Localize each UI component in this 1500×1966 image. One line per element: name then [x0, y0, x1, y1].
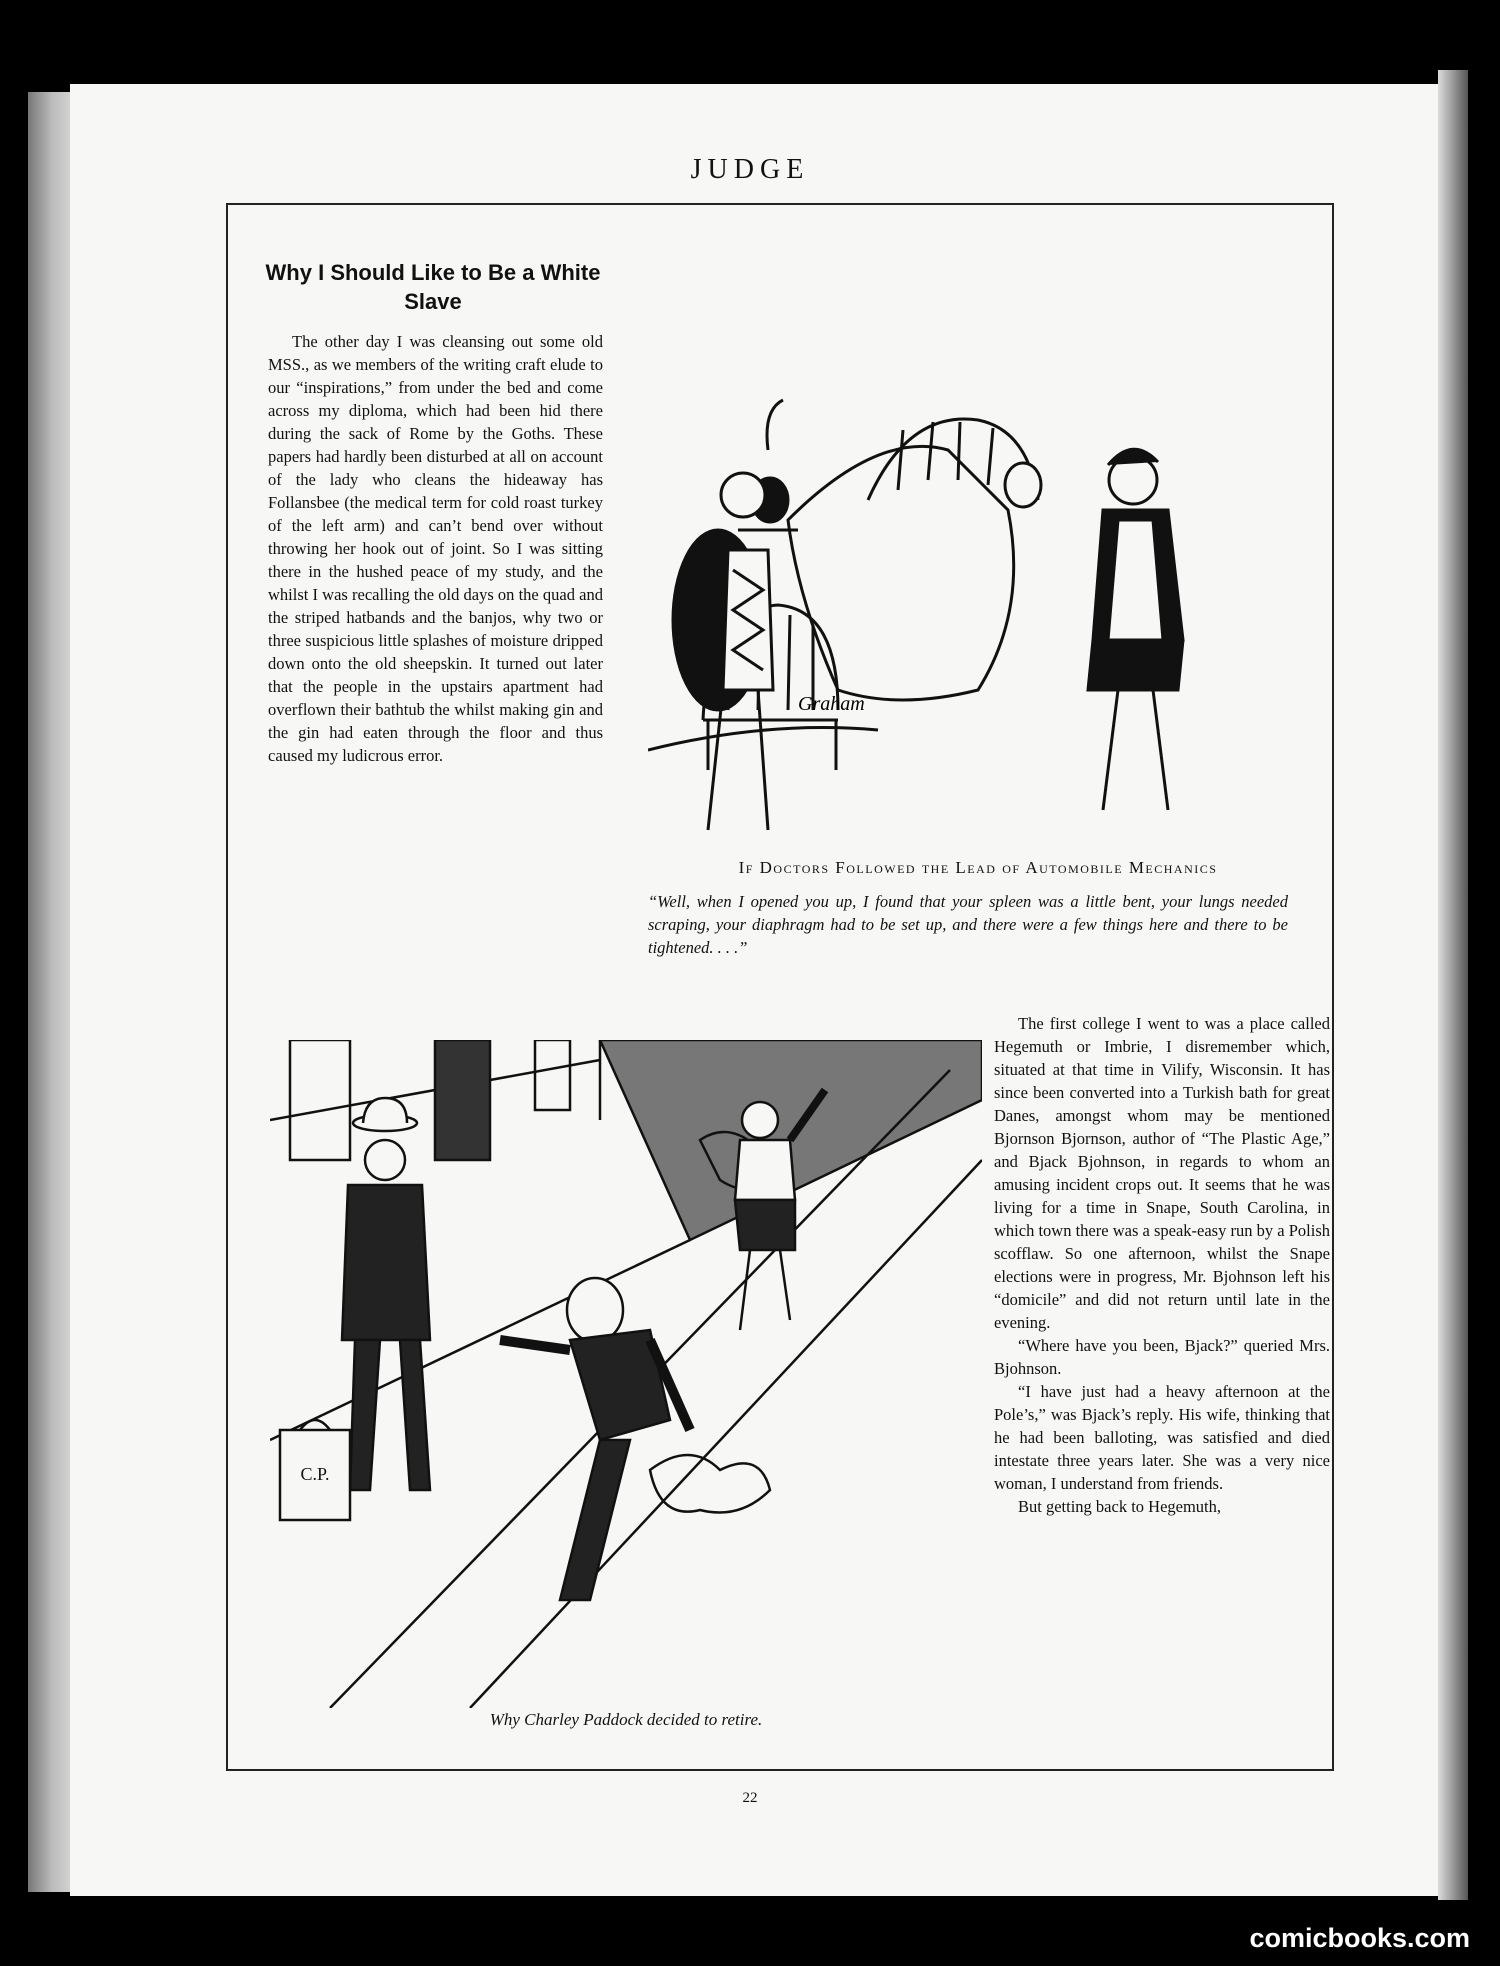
article-paragraph: The other day I was cleansing out some old MSS., as we members of the writing craft elude to our “inspirations,” from under the bed and come across my diploma, which had been hid there during the sack of Rome by the Goths. These papers had hardly been disturbed at all on account of the lady who cleans the hideaway has Follansbee (the medical term for cold roast turkey of the left arm) and can’t bend over without throwing her hook out of joint. So I was sitting there in the hushed peace of my study, and the whilst I was recalling the old days on the quad and the striped hatbands and the banjos, why two or three suspicious little splashes of moisture dripped down onto the old sheepskin. It turned out later that the people in the upstairs apartment had overflown their bathtub the whilst making gin and the gin had eaten through the floor and thus caused my ludicrous error. — [268, 332, 603, 765]
doctor-cartoon-title: If Doctors Followed the Lead of Automobile Mechanics — [738, 858, 1218, 877]
site-watermark: comicbooks.com — [1249, 1923, 1470, 1953]
page-number: 22 — [742, 1790, 758, 1806]
magazine-title: JUDGE — [690, 154, 810, 185]
doctor-cartoon-quote: “Well, when I opened you up, I found that your spleen was a little bent, your lungs needed scraping, your diaphragm had to be set up, and there were a few things here and there to be tightened. . . .” — [648, 892, 1288, 957]
article-title: Why I Should Like to Be a White Slave — [265, 260, 601, 314]
article-paragraph: The first college I went to was a place called Hegemuth or Imbrie, I disremember which, situated at that time in Vilify, Wisconsin. It has since been converted into a Turkish bath for great Danes, amongst whom may be mentioned Bjornson Bjornson, author of “The Plastic Age,” and Bjack Bjohnson, in regards to whom an amusing incident crops out. It seems that he was living for a time in Snape, South Carolina, in which town there was a speak-easy run by a Polish scofflaw. So one afternoon, whilst the Snape elections were in progress, Mr. Bjohnson left his “domicile” and did not return until late in the evening. — [994, 1014, 1330, 1332]
article-paragraph: “Where have you been, Bjack?” queried Mrs. Bjohnson. — [994, 1336, 1330, 1378]
article-left-column — [268, 330, 603, 767]
page-right-edge — [1438, 70, 1468, 1900]
doctor-cartoon-illustration — [648, 390, 1310, 840]
runner-cartoon-illustration — [270, 1040, 982, 1708]
article-paragraph: “I have just had a heavy afternoon at the Pole’s,” was Bjack’s reply. His wife, thinking that he had been balloting, was satisfied and died intestate three years later. She was a very nice woman, I understand from friends. — [994, 1382, 1330, 1493]
article-right-column — [994, 1012, 1330, 1518]
article-paragraph: But getting back to Hegemuth, — [1018, 1497, 1222, 1516]
artist-signature: Graham — [798, 693, 865, 715]
suitcase-label: C.P. — [300, 1464, 330, 1484]
runner-cartoon-caption: Why Charley Paddock decided to retire. — [489, 1710, 763, 1729]
